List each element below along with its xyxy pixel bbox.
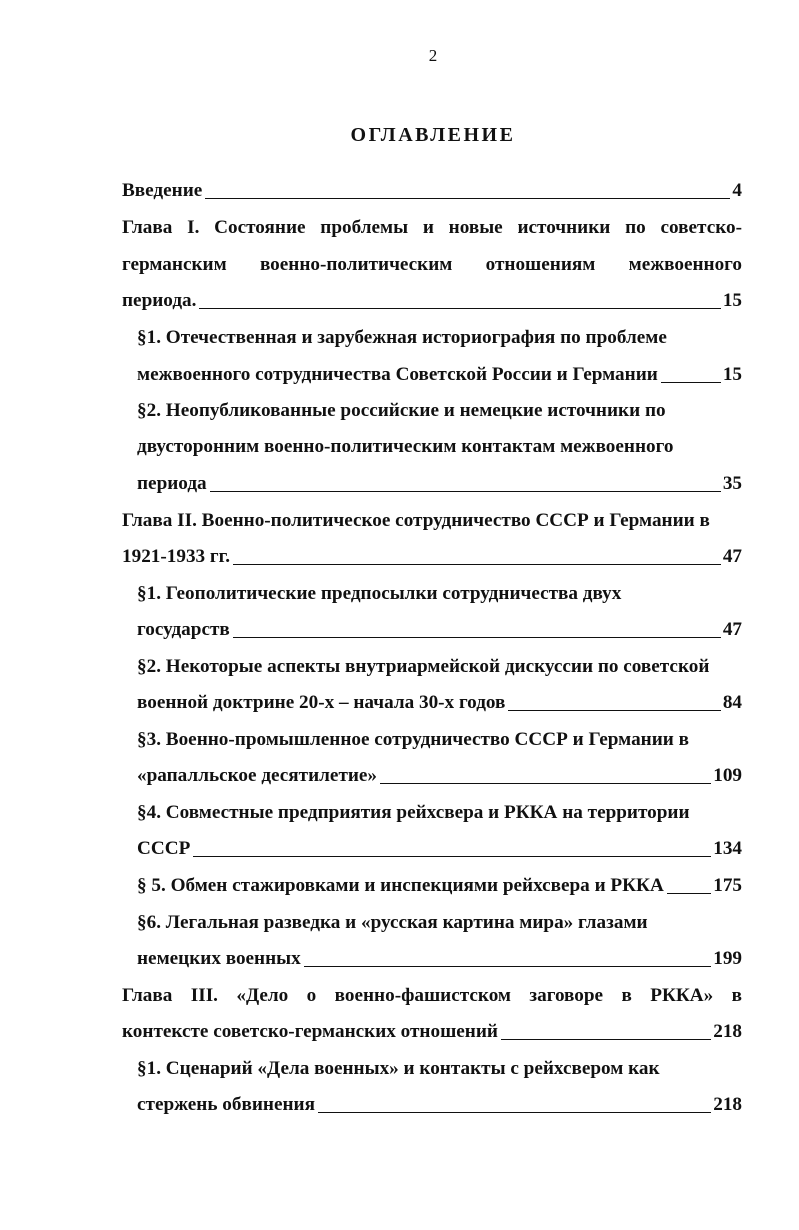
toc-leader-line [501,1039,711,1040]
toc-leader-line [233,564,721,565]
toc-section-2-2-line-1: §2. Некоторые аспекты внутриармейской дискуссии по советской [137,656,710,677]
toc-leader-line [233,637,721,638]
toc-leader-line [667,893,711,894]
toc-entry-text: Введение [122,180,203,201]
toc-entry-text: контексте советско-германских отношений [122,1021,498,1042]
toc-page-number: 218 [713,1094,742,1115]
toc-page-number: 175 [713,875,742,896]
toc-entry-text: стержень обвинения [137,1094,315,1115]
toc-section-2-1-line-2 [137,617,742,643]
page-number: 2 [428,46,438,65]
toc-section-2-1-line-1: §1. Геополитические предпосылки сотрудничества двух [137,583,622,604]
toc-section-2-3-line-2 [137,763,742,789]
toc-page-number: 15 [722,290,742,311]
toc-page-number: 109 [713,765,742,786]
toc-page-number: 35 [722,473,742,494]
toc-chapter-2-line-1: Глава II. Военно-политическое сотрудничество СССР и Германии в [122,510,710,531]
toc-section-1-1-line-1: §1. Отечественная и зарубежная историография по проблеме [137,327,667,348]
toc-section-1-2-line-3 [137,471,742,497]
toc-entry-text: 1921-1933 гг. [122,546,230,567]
toc-section-2-2-line-2 [137,690,742,716]
toc-chapter-1-line-3 [122,288,742,314]
toc-entry-text: межвоенного сотрудничества Советской России и Германии [137,364,658,385]
toc-section-2-3-line-1: §3. Военно-промышленное сотрудничество СССР и Германии в [137,729,689,750]
toc-entry-text: военной доктрине 20-х – начала 30-х годов [137,692,506,713]
toc-page-number: 134 [713,838,742,859]
toc-leader-line [304,966,711,967]
toc-page-number: 47 [722,546,742,567]
toc-section-2-4-line-1: §4. Совместные предприятия рейхсвера и РККА на территории [137,802,690,823]
toc-leader-line [193,856,711,857]
toc-entry-text: периода [137,473,207,494]
toc-chapter-1-line-1: Глава I. Состояние проблемы и новые источники по советско- [122,217,742,238]
toc-leader-line [318,1112,711,1113]
toc-entry-introduction [122,178,742,204]
toc-entry-text: «рапалльское десятилетие» [137,765,378,786]
toc-chapter-3-line-2 [122,1019,742,1045]
toc-entry-text: СССР [137,838,191,859]
toc-leader-line [380,783,711,784]
toc-section-1-1-line-2 [137,362,742,388]
toc-leader-line [661,382,721,383]
toc-entry-text: периода. [122,290,197,311]
toc-chapter-3-line-1: Глава III. «Дело о военно-фашистском заговоре в РККА» в [122,985,742,1006]
toc-page-number: 15 [722,364,742,385]
toc-leader-line [199,308,720,309]
toc-page-number: 218 [713,1021,742,1042]
toc-leader-line [205,198,730,199]
toc-page-number: 47 [722,619,742,640]
toc-leader-line [210,491,721,492]
toc-page-number: 199 [713,948,742,969]
toc-entry-text: немецких военных [137,948,301,969]
toc-section-2-6-line-2 [137,946,742,972]
toc-section-3-1-line-2 [137,1092,742,1118]
toc-entry-text: § 5. Обмен стажировками и инспекциями рейхсвера и РККА [137,875,664,896]
toc-section-1-2-line-2: двусторонним военно-политическим контактам межвоенного [137,436,674,457]
toc-page-number: 84 [722,692,742,713]
toc-entry-text: государств [137,619,230,640]
toc-page-number: 4 [732,180,742,201]
toc-section-1-2-line-1: §2. Неопубликованные российские и немецкие источники по [137,400,666,421]
toc-chapter-1-line-2: германским военно-политическим отношениям межвоенного [122,254,742,275]
toc-section-3-1-line-1: §1. Сценарий «Дела военных» и контакты с рейхсвером как [137,1058,660,1079]
page-title: ОГЛАВЛЕНИЕ [350,124,516,146]
toc-section-2-6-line-1: §6. Легальная разведка и «русская картина мира» глазами [137,912,648,933]
toc-leader-line [508,710,720,711]
toc-chapter-2-line-2 [122,544,742,570]
toc-section-2-5 [137,873,742,899]
toc-section-2-4-line-2 [137,836,742,862]
